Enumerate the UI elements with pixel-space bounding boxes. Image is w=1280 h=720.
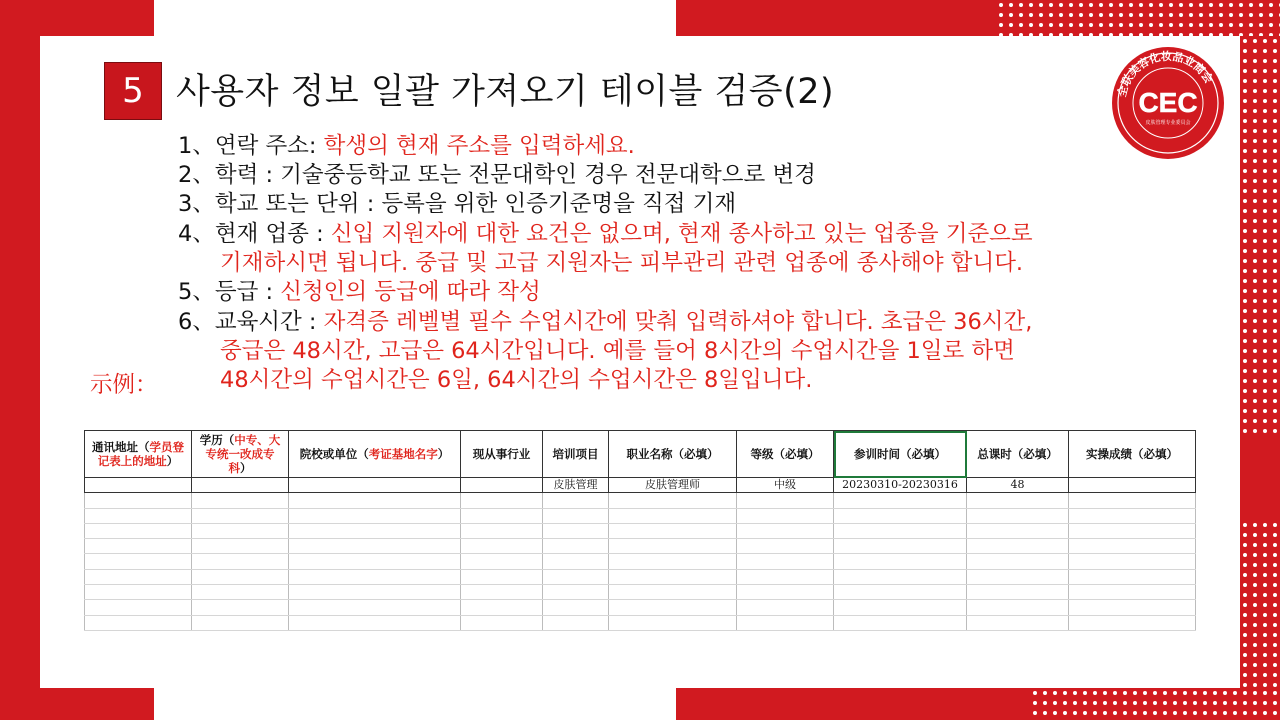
cell[interactable] (192, 523, 289, 538)
cell[interactable] (609, 569, 737, 584)
cell[interactable] (737, 523, 834, 538)
instruction-item-4 (178, 220, 1033, 249)
item-label: 현재 업종 : (214, 221, 331, 247)
item-description: 등록을 위한 인증기준명을 직접 기재 (381, 191, 737, 217)
cell[interactable] (543, 569, 609, 584)
cell[interactable] (461, 569, 543, 584)
cell[interactable] (737, 600, 834, 615)
header-occupation[interactable]: 职业名称（必填） (609, 431, 737, 478)
item-description: 기술중등학교 또는 전문대학인 경우 전문대학으로 변경 (280, 162, 816, 188)
cell[interactable] (1069, 478, 1196, 493)
dot-pattern-right (1240, 36, 1280, 436)
instruction-item-3 (178, 190, 736, 219)
cell[interactable] (1069, 600, 1196, 615)
cell[interactable] (289, 508, 461, 523)
dot-pattern-bottom-right (1030, 688, 1280, 720)
cell[interactable] (834, 523, 967, 538)
header-training-project[interactable]: 培训项目 (543, 431, 609, 478)
example-spreadsheet (84, 430, 1196, 631)
cell[interactable] (834, 569, 967, 584)
header-total-hours[interactable]: 总课时（必填） (967, 431, 1069, 478)
cell[interactable] (967, 523, 1069, 538)
instruction-item-6-continued-2: 48시간의 수업시간은 6일, 64시간의 수업시간은 8일입니다. (220, 367, 813, 393)
cell[interactable] (834, 615, 967, 630)
cell[interactable] (543, 615, 609, 630)
cell[interactable] (1069, 554, 1196, 569)
table-row (85, 523, 1196, 538)
cell-occupation[interactable]: 皮肤管理师 (609, 478, 737, 493)
instruction-item-6 (178, 308, 1032, 337)
item-label: 학력 : (214, 162, 281, 188)
cell[interactable] (289, 493, 461, 508)
slide-title: 사용자 정보 일괄 가져오기 테이블 검증(2) (176, 72, 835, 112)
cell[interactable] (461, 585, 543, 600)
cell[interactable] (192, 493, 289, 508)
header-education[interactable]: 学历（中专、大专统一改成专科） (192, 431, 289, 478)
item-description: 신청인의 등급에 따라 작성 (280, 279, 541, 305)
item-number: 5、 (178, 279, 215, 305)
header-row (85, 431, 1196, 478)
cell[interactable] (967, 493, 1069, 508)
cell[interactable] (967, 508, 1069, 523)
cell[interactable] (737, 554, 834, 569)
table-row (85, 585, 1196, 600)
item-number: 4、 (178, 221, 215, 247)
cell[interactable] (461, 493, 543, 508)
cell[interactable] (192, 508, 289, 523)
cell-level[interactable]: 中级 (737, 478, 834, 493)
cell[interactable] (834, 508, 967, 523)
cell[interactable] (609, 508, 737, 523)
header-address[interactable]: 通讯地址（学员登记表上的地址） (85, 431, 192, 478)
cell[interactable] (543, 539, 609, 554)
cell[interactable] (967, 615, 1069, 630)
cell[interactable] (609, 600, 737, 615)
item-number: 2、 (178, 162, 215, 188)
svg-text:全联美容化妆品业商会: 全联美容化妆品业商会 (1115, 49, 1216, 99)
cell[interactable] (289, 478, 461, 493)
cell[interactable] (609, 554, 737, 569)
item-label: 등급 : (214, 279, 281, 305)
cell[interactable] (967, 585, 1069, 600)
cell[interactable] (1069, 508, 1196, 523)
cec-logo-icon (1111, 46, 1225, 160)
cell[interactable] (1069, 585, 1196, 600)
slide-number-badge: 5 (104, 62, 162, 120)
item-number: 1、 (178, 133, 215, 159)
cell[interactable] (85, 539, 192, 554)
cell[interactable] (85, 600, 192, 615)
instruction-item-1 (178, 132, 635, 161)
cell[interactable] (85, 615, 192, 630)
cell[interactable] (192, 585, 289, 600)
cell[interactable] (543, 554, 609, 569)
dot-pattern-top-right (996, 0, 1280, 40)
cell[interactable] (834, 600, 967, 615)
cell[interactable] (289, 600, 461, 615)
cell[interactable] (737, 615, 834, 630)
cell[interactable] (737, 493, 834, 508)
instruction-item-6-continued: 중급은 48시간, 고급은 64시간입니다. 예를 들어 8시간의 수업시간을 1일로 하면 (220, 338, 1015, 364)
cell[interactable] (967, 554, 1069, 569)
instruction-item-5 (178, 278, 541, 307)
header-practical-score[interactable]: 实操成绩（必填） (1069, 431, 1196, 478)
cell[interactable] (461, 615, 543, 630)
cell[interactable] (289, 585, 461, 600)
dot-pattern-bottom-right-side (1240, 520, 1280, 690)
cell[interactable] (192, 554, 289, 569)
cell[interactable] (543, 508, 609, 523)
cell[interactable] (543, 523, 609, 538)
cell[interactable] (85, 569, 192, 584)
cell[interactable] (543, 493, 609, 508)
cell[interactable] (609, 493, 737, 508)
cell[interactable] (85, 508, 192, 523)
table-row (85, 554, 1196, 569)
cell[interactable] (609, 523, 737, 538)
cell[interactable] (609, 539, 737, 554)
item-number: 6、 (178, 309, 215, 335)
cell[interactable] (967, 600, 1069, 615)
cell[interactable] (289, 569, 461, 584)
cell[interactable] (192, 478, 289, 493)
cell[interactable] (737, 569, 834, 584)
header-school[interactable]: 院校或单位（考证基地名字） (289, 431, 461, 478)
cell[interactable] (1069, 539, 1196, 554)
cell[interactable] (737, 539, 834, 554)
table-row (85, 508, 1196, 523)
table-row (85, 615, 1196, 630)
cell[interactable] (192, 569, 289, 584)
cell[interactable] (1069, 615, 1196, 630)
cell[interactable] (461, 539, 543, 554)
table-row (85, 569, 1196, 584)
cell[interactable] (85, 478, 192, 493)
cell[interactable] (834, 493, 967, 508)
cell[interactable] (192, 615, 289, 630)
table-row (85, 539, 1196, 554)
cell[interactable] (543, 600, 609, 615)
cell[interactable] (192, 600, 289, 615)
instruction-item-4-continued: 기재하시면 됩니다. 중급 및 고급 지원자는 피부관리 관련 업종에 종사해야 합니다. (220, 250, 1024, 276)
cell[interactable] (834, 539, 967, 554)
cell[interactable] (461, 523, 543, 538)
svg-text:皮肤管理专业委员会: 皮肤管理专业委员会 (1145, 120, 1191, 126)
cell[interactable] (289, 554, 461, 569)
cell[interactable] (85, 493, 192, 508)
cell[interactable] (967, 569, 1069, 584)
item-description: 자격증 레벨별 필수 수업시간에 맞춰 입력하셔야 합니다. 초급은 36시간, (323, 309, 1033, 335)
cell[interactable] (834, 554, 967, 569)
item-description: 신입 지원자에 대한 요건은 없으며, 현재 종사하고 있는 업종을 기준으로 (330, 221, 1033, 247)
cell[interactable] (461, 554, 543, 569)
cell[interactable] (461, 508, 543, 523)
cell[interactable] (289, 615, 461, 630)
cell[interactable] (609, 585, 737, 600)
cell[interactable] (85, 585, 192, 600)
cell[interactable] (834, 585, 967, 600)
cell[interactable] (609, 615, 737, 630)
cell[interactable] (289, 539, 461, 554)
header-training-time[interactable]: 参训时间（必填） (834, 431, 967, 478)
cell[interactable] (1069, 493, 1196, 508)
item-label: 학교 또는 단위 : (214, 191, 382, 217)
cell[interactable] (1069, 569, 1196, 584)
cell[interactable] (85, 523, 192, 538)
cell[interactable] (543, 585, 609, 600)
instruction-item-2 (178, 161, 816, 190)
example-label: 示例： (90, 372, 158, 398)
header-industry[interactable]: 现从事行业 (461, 431, 543, 478)
item-label: 연락 주소: (214, 133, 324, 159)
cell[interactable] (737, 508, 834, 523)
cell[interactable] (192, 539, 289, 554)
item-label: 교육시간 : (214, 309, 324, 335)
cell[interactable] (967, 539, 1069, 554)
table-row (85, 493, 1196, 508)
cell[interactable] (461, 478, 543, 493)
cell[interactable] (85, 554, 192, 569)
cell[interactable] (461, 600, 543, 615)
table-row (85, 478, 1196, 493)
cell-total-hours[interactable]: 48 (967, 478, 1069, 493)
cell-training-project[interactable]: 皮肤管理 (543, 478, 609, 493)
header-level[interactable]: 等级（必填） (737, 431, 834, 478)
cell[interactable] (289, 523, 461, 538)
cell[interactable] (1069, 523, 1196, 538)
item-number: 3、 (178, 191, 215, 217)
cell-training-time[interactable]: 20230310-20230316 (834, 478, 967, 493)
cell[interactable] (737, 585, 834, 600)
table-row (85, 600, 1196, 615)
svg-text:CEC: CEC (1138, 87, 1198, 118)
item-description: 학생의 현재 주소를 입력하세요. (323, 133, 635, 159)
